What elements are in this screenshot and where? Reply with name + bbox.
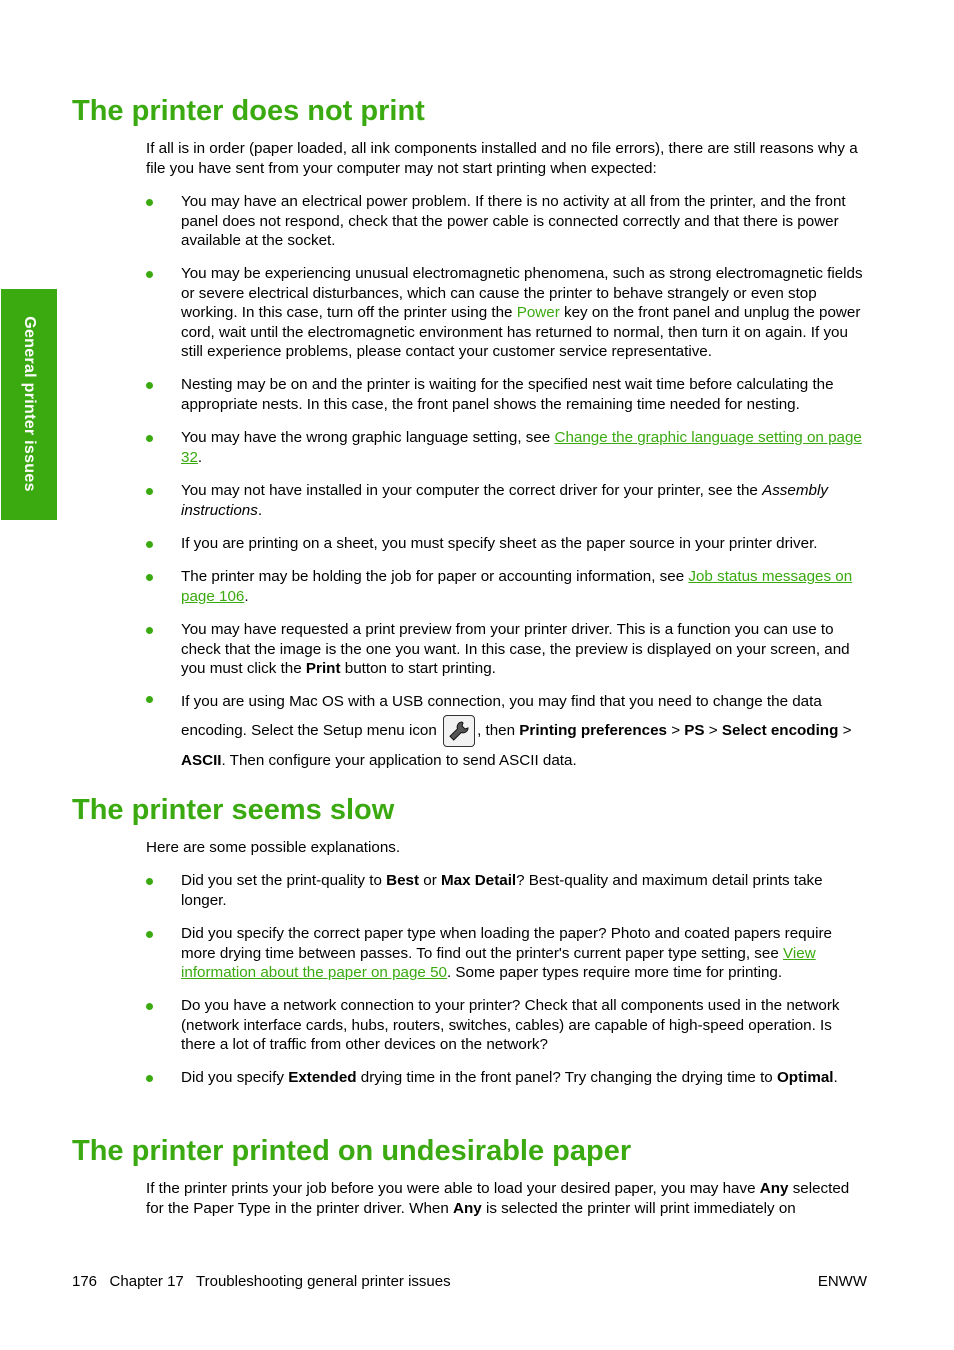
link-job-status[interactable]: Job status messages on page 106 (181, 568, 853, 605)
footer-left (72, 1272, 451, 1291)
side-tab-label: General printer issues (21, 316, 38, 492)
footer-right: ENWW (817, 1273, 867, 1290)
bullet-dot (146, 1003, 153, 1010)
heading-undesirable-paper: The printer printed on undesirable paper (72, 1135, 632, 1167)
chapter-title: Troubleshooting general printer issues (196, 1273, 451, 1290)
bullet-dot (146, 271, 153, 278)
bullet-dot (146, 574, 153, 581)
bullet-dot (146, 627, 153, 634)
heading-printer-does-not-print: The printer does not print (72, 95, 425, 127)
slow-intro: Here are some possible explanations. (146, 839, 401, 856)
power-key-label: Power (516, 304, 560, 321)
bullet-dot (146, 541, 153, 548)
bullet-dot (146, 435, 153, 442)
heading-printer-seems-slow: The printer seems slow (72, 794, 395, 826)
link-paper-info[interactable]: View information about the paper on page 50 (181, 944, 816, 981)
intro-paragraph: If all is in order (paper loaded, all ink components installed and no file errors), there are still reasons why a file you have sent from your computer may not start printing when expected: (146, 140, 858, 177)
wrench-icon (443, 715, 475, 747)
bullet-dot (146, 382, 153, 389)
bullet-dot (146, 1075, 153, 1082)
chapter-label: Chapter 17 (109, 1273, 184, 1290)
side-tab (1, 289, 57, 520)
bullet-dot (146, 488, 153, 495)
bullet-dot (146, 931, 153, 938)
bullet-dot (146, 696, 153, 703)
bullet-dot (146, 199, 153, 206)
link-graphic-language[interactable]: Change the graphic language setting on page 32 (181, 429, 862, 466)
page-number: 176 (72, 1273, 98, 1290)
undesirable-paragraph: If the printer prints your job before you were able to load your desired paper, you may have Any selected for the Paper Type in the printer driver. When Any is selected the printer will print immediately on (146, 1180, 850, 1217)
bullet-dot (146, 878, 153, 885)
